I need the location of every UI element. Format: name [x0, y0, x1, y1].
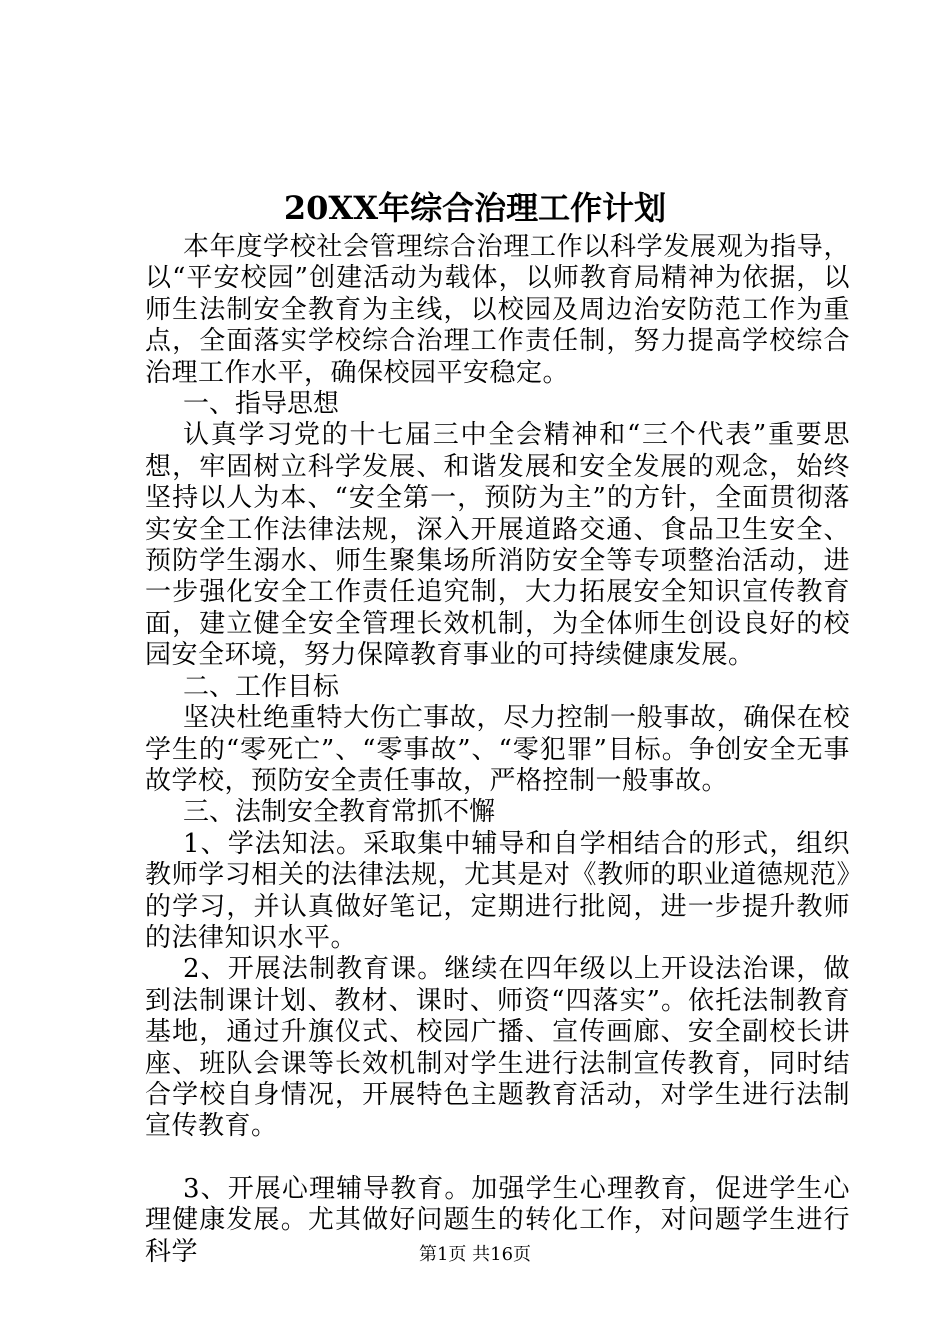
section-heading-work-goals: 二、工作目标 [183, 671, 340, 702]
page-number-footer: 第1页 共16页 [418, 1244, 532, 1265]
item-1-paragraph: 1、学法知法。采取集中辅导和自学相结合的形式，组织教师学习相关的法律法规，尤其是对《教师的职业道德规范》的学习，并认真做好笔记，定期进行批阅，进一步提升教师的法律知识水平。 [145, 828, 850, 953]
section-heading-guiding-ideology: 一、指导思想 [183, 389, 340, 420]
document-title: 20XX年综合治理工作计划 [283, 189, 667, 227]
work-goals-paragraph: 坚决杜绝重特大伤亡事故，尽力控制一般事故，确保在校学生的“零死亡”、“零事故”、“零犯罪”目标。争创安全无事故学校，预防安全责任事故，严格控制一般事故。 [145, 703, 850, 796]
item-3-paragraph: 3、开展心理辅导教育。加强学生心理教育，促进学生心理健康发展。尤其做好问题生的转化工作，对问题学生进行科学 [145, 1173, 850, 1267]
document-body [145, 232, 850, 1268]
section-heading-legal-safety-education: 三、法制安全教育常抓不懈 [183, 797, 496, 828]
paragraph-gap [145, 1143, 850, 1174]
intro-paragraph: 本年度学校社会管理综合治理工作以科学发展观为指导，以“平安校园”创建活动为载体，以师教育局精神为依据，以师生法制安全教育为主线，以校园及周边治安防范工作为重点，全面落实学校综合治理工作责任制，努力提高学校综合治理工作水平，确保校园平安稳定。 [145, 232, 850, 388]
guiding-ideology-paragraph: 认真学习党的十七届三中全会精神和“三个代表”重要思想，牢固树立科学发展、和谐发展和安全发展的观念，始终坚持以人为本、“安全第一，预防为主”的方针，全面贯彻落实安全工作法律法规，深入开展道路交通、食品卫生安全、预防学生溺水、师生聚集场所消防安全等专项整治活动，进一步强化安全工作责任追究制，大力拓展安全知识宣传教育面，建立健全安全管理长效机制，为全体师生创设良好的校园安全环境，努力保障教育事业的可持续健康发展。 [145, 420, 850, 671]
item-2-paragraph: 2、开展法制教育课。继续在四年级以上开设法治课，做到法制课计划、教材、课时、师资“四落实”。依托法制教育基地，通过升旗仪式、校园广播、宣传画廊、安全副校长讲座、班队会课等长效机制对学生进行法制宣传教育，同时结合学校自身情况，开展特色主题教育活动，对学生进行法制宣传教育。 [145, 954, 850, 1142]
